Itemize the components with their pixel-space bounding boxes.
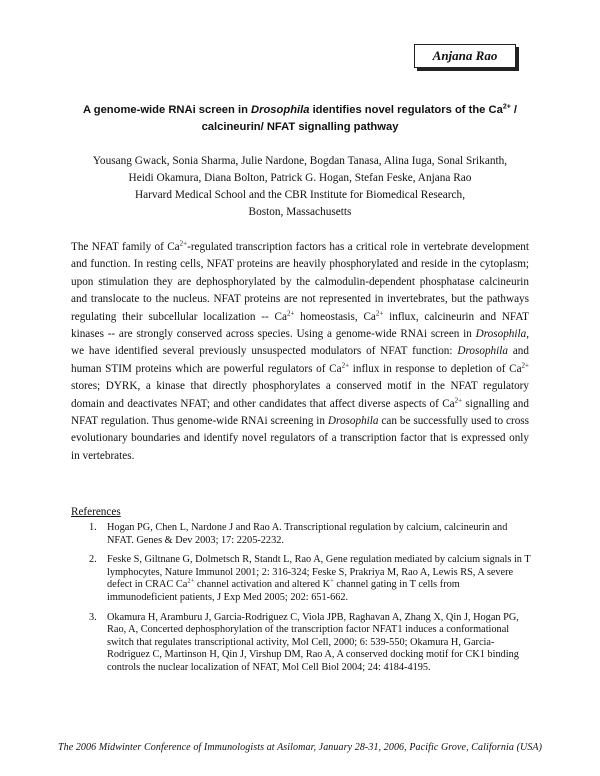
reference-number: 2.	[89, 554, 97, 566]
speaker-name-box: Anjana Rao	[414, 44, 516, 68]
author-block	[50, 153, 550, 221]
references-heading: References	[71, 506, 121, 518]
reference-number: 3.	[89, 611, 97, 623]
abstract-paragraph: The NFAT family of $Ca^{2+}$-regulated transcription factors has a critical role in vertebrate development and function. In resting cells, NFAT proteins are heavily phosphorylated and reside in the cytoplasm; upon stimulation they are dephosphorylated by the calmodulin-dependent phosphatase calcineurin and translocate to the nucleus. NFAT proteins are not represented in invertebrates, but the pathways regulating their subcellular localization -- $Ca^{2+}$ homeostasis, $Ca^{2+}$ influx, calcineurin and NFAT kinases -- are strongly conserved across species. Using a genome-wide RNAi screen in Drosophila, we have identified several previously unsuspected modulators of NFAT function: Drosophila and human STIM proteins which are powerful regulators of $Ca^{2+}$ influx in response to depletion of $Ca^{2+}$ stores; DYRK, a kinase that directly phosphorylates a conserved motif in the NFAT regulatory domain and deactivates NFAT; and other candidates that affect diverse aspects of $Ca^{2+}$ signalling and NFAT regulation. Thus genome-wide RNAi screening in Drosophila can be successfully used to cross evolutionary boundaries and identify novel regulators of a transcription factor that is expressed only in vertebrates.	[71, 239, 529, 462]
reference-number: 1.	[89, 522, 97, 533]
affiliation: Harvard Medical School and the CBR Institute for Biomedical Research,	[134, 189, 466, 201]
reference-item-2: 2. Feske S, Giltnane G, Dolmetsch R, Standt L, Rao A, Gene regulation mediated by calcium signals in T lymphocytes, Nature Immunol 2001; 2: 316-324; Feske S, Prakriya M, Rao A, Lewis RS, A severe defect in CRAC $Ca^{2+}$ channel activation and altered K+ channel gating in T cells from immunodeficient patients, J Exp Med 2005; 202: 651-662.	[89, 554, 531, 603]
reference-item-3: 3. Okamura H, Aramburu J, Garcia-Rodriguez C, Viola JPB, Raghavan A, Zhang X, Qin J, Hogan PG, Rao, A, Concerted dephosphorylation of the transcription factor NFAT1 induces a conformational switch that regulates transcriptional activity, Mol Cell, 2000; 6: 539-550; Okamura H, Garcia-Rodriguez C, Martinson H, Qin J, Virshup DM, Rao A, A conserved docking motif for CK1 binding controls the nuclear localization of NFAT, Mol Cell Biol 2004; 24: 4184-4195.	[89, 611, 519, 673]
reference-list	[71, 522, 531, 682]
conference-footer: The 2006 Midwinter Conference of Immunologists at Asilomar, January 28-31, 2006, Pacific Grove, California (USA)	[57, 742, 543, 753]
paper-title: A genome-wide RNAi screen in Drosophila identifies novel regulators of the $Ca^{2+}$ / calcineurin/ NFAT signalling pathway	[82, 103, 518, 133]
author-list-line-2: Heidi Okamura, Diana Bolton, Patrick G. Hogan, Stefan Feske, Anjana Rao	[128, 172, 472, 184]
author-list-line-1: Yousang Gwack, Sonia Sharma, Julie Nardone, Bogdan Tanasa, Alina Iuga, Sonal Srikanth,	[92, 155, 508, 167]
reference-item-1: 1. Hogan PG, Chen L, Nardone J and Rao A. Transcriptional regulation by calcium, calcineurin and NFAT. Genes & Dev 2003; 17: 2205-2232.	[89, 522, 508, 546]
location: Boston, Massachusetts	[248, 206, 352, 218]
